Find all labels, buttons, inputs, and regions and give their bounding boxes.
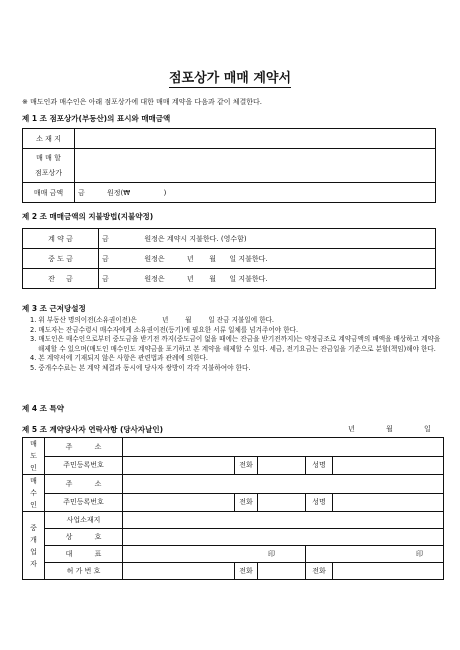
buyer-resident-field[interactable] bbox=[123, 493, 235, 512]
section-1-heading: 제 1 조 점포상가(부동산)의 표시와 매매금액 bbox=[22, 114, 171, 123]
section-5-heading: 제 5 조 계약당사자 연락사항 (당사자날인) bbox=[22, 425, 164, 434]
term-item: 1. 위 부동산 명의이전(소유권이전)은 년 월 일 잔금 지불일에 한다. bbox=[30, 316, 275, 324]
location-label: 소 재 지 bbox=[23, 129, 75, 149]
date-day: 일 bbox=[424, 425, 431, 433]
seller-resident-label: 주민등록번호 bbox=[45, 456, 123, 475]
buyer-phone-label: 전화 bbox=[235, 493, 258, 512]
term-item: 5. 중개수수료는 본 계약 체결과 동시에 당사자 쌍방이 각각 지불하여야 한다. bbox=[30, 363, 251, 372]
agent-trade-label: 상 호 bbox=[45, 529, 123, 546]
seller-address-label: 주 소 bbox=[45, 438, 123, 457]
property-table bbox=[22, 128, 436, 203]
interim-label: 중 도 금 bbox=[23, 249, 99, 269]
payment-table bbox=[22, 228, 436, 289]
date-year: 년 bbox=[348, 425, 355, 433]
agent-phone2-label: 전화 bbox=[306, 563, 333, 580]
agent-license-label: 허 가 번 호 bbox=[45, 563, 123, 580]
agent-phone-field[interactable] bbox=[258, 563, 306, 580]
seller-label: 매 도 인 bbox=[23, 438, 45, 475]
buyer-address-field[interactable] bbox=[123, 475, 444, 494]
agent-license-field[interactable] bbox=[123, 563, 235, 580]
seller-phone-label: 전화 bbox=[235, 456, 258, 475]
seller-name-field[interactable] bbox=[333, 456, 444, 475]
parties-table bbox=[22, 437, 444, 580]
document-title: 점포상가 매매 계약서 bbox=[168, 71, 292, 86]
buyer-phone-field[interactable] bbox=[258, 493, 306, 512]
term-item: 4. 본 계약서에 기재되지 않은 사항은 관련법과 관례에 의한다. bbox=[30, 354, 209, 363]
seller-name-label: 성명 bbox=[306, 456, 333, 475]
section-2-heading: 제 2 조 매매금액의 지불방법(지불약정) bbox=[22, 212, 154, 221]
target-field[interactable] bbox=[75, 149, 436, 183]
interim-field[interactable]: 금 원정은 년 월 일 지불한다. bbox=[99, 249, 436, 269]
terms-list bbox=[30, 316, 445, 374]
buyer-name-label: 성명 bbox=[306, 493, 333, 512]
seller-resident-field[interactable] bbox=[123, 456, 235, 475]
intro-text: ※ 매도인과 매수인은 아래 점포상가에 대한 매매 계약을 다음과 같이 체결한다. bbox=[22, 98, 262, 106]
seller-address-field[interactable] bbox=[123, 438, 444, 457]
agent-office-label: 사업소재지 bbox=[45, 512, 123, 529]
agent-rep-label: 대 표 bbox=[45, 546, 123, 563]
deposit-field[interactable]: 금 원정은 계약시 지불한다. (영수함) bbox=[99, 229, 436, 249]
date-month: 월 bbox=[386, 425, 393, 433]
buyer-label: 매 수 인 bbox=[23, 475, 45, 512]
agent-rep-seal[interactable]: 印 bbox=[123, 546, 306, 563]
buyer-address-label: 주 소 bbox=[45, 475, 123, 494]
agent-phone-label: 전화 bbox=[235, 563, 258, 580]
agent-office-field[interactable] bbox=[123, 512, 444, 529]
seller-phone-field[interactable] bbox=[258, 456, 306, 475]
section-4-heading: 제 4 조 특약 bbox=[22, 404, 65, 413]
term-item: 3. 매도인은 매수인으로부터 중도금을 받기전 까지(중도금이 없을 때에는 잔금을 받기전까지)는 약정금조로 계약금액의 배액을 배상하고 계약을 해제할 수 있으며(매도인 매수인도 계약금을 포기하고 본 계약을 해제할 수 있다. 세금, 전기요금는 잔금일을 기준으로 분할(책임)해야 한다. bbox=[30, 335, 441, 353]
buyer-resident-label: 주민등록번호 bbox=[45, 493, 123, 512]
deposit-label: 계 약 금 bbox=[23, 229, 99, 249]
buyer-name-field[interactable] bbox=[333, 493, 444, 512]
balance-label: 잔 금 bbox=[23, 269, 99, 289]
agent-phone2-field[interactable] bbox=[333, 563, 444, 580]
location-field[interactable] bbox=[75, 129, 436, 149]
agent-label: 중 개 업 자 bbox=[23, 512, 45, 580]
target-label: 매 매 할 점포상가 bbox=[23, 149, 75, 183]
balance-field[interactable]: 금 원정은 년 월 일 지불한다. bbox=[99, 269, 436, 289]
amount-field[interactable]: 금 원정(₩ ) bbox=[75, 183, 436, 203]
agent-trade-field[interactable] bbox=[123, 529, 444, 546]
section-3-heading: 제 3 조 근저당설정 bbox=[22, 304, 86, 313]
amount-label: 매매 금액 bbox=[23, 183, 75, 203]
agent-rep2-seal[interactable]: 印 bbox=[306, 546, 444, 563]
term-item: 2. 매도자는 잔금수령시 매수자에게 소유권이전(등기)에 필요한 서류 일체를 넘겨주어야 한다. bbox=[30, 325, 299, 334]
